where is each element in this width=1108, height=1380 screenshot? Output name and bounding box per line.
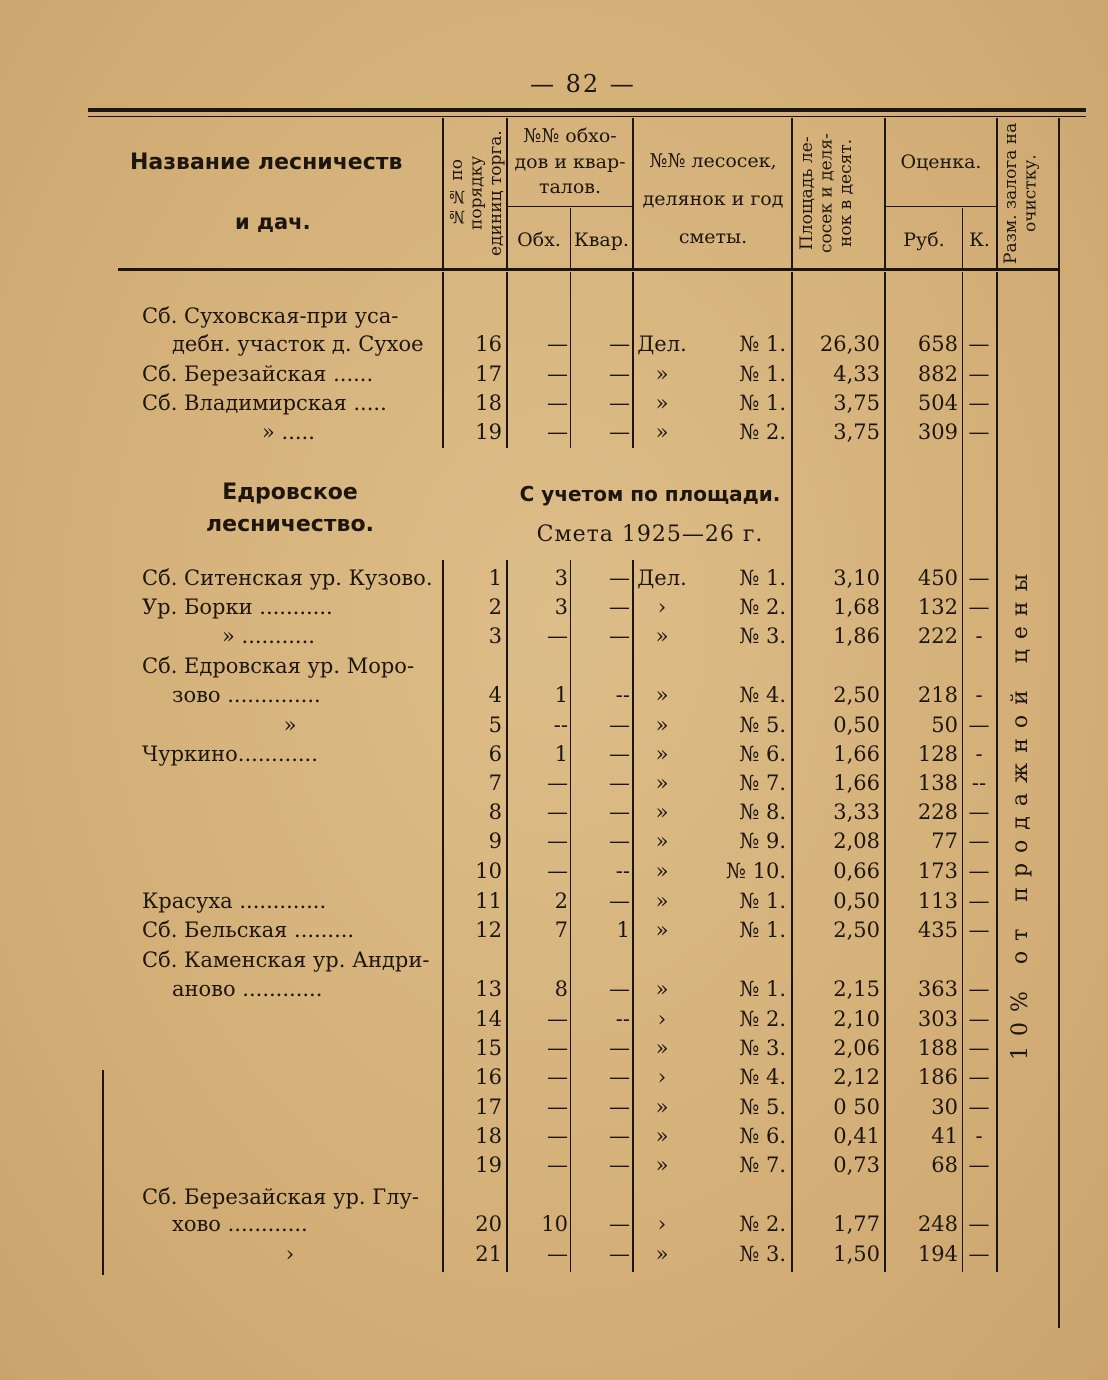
cell-obkh: —	[547, 1065, 568, 1089]
cell-obkh: —	[547, 1124, 568, 1148]
cell-kop: —	[968, 332, 990, 356]
cell-rub: 186	[917, 1065, 958, 1089]
cell-order: 10	[475, 859, 502, 883]
cell-order: 7	[488, 771, 502, 795]
cell-kvar: 1	[616, 918, 630, 942]
section-title-edrovo: Едровское	[222, 480, 358, 505]
cell-area: 2,08	[833, 829, 880, 853]
area-note: С учетом по площади.	[519, 482, 781, 506]
cell-area: 0,41	[833, 1124, 880, 1148]
cell-rub: 882	[917, 362, 958, 386]
cell-kvar: —	[609, 1095, 630, 1119]
cell-les1: ›	[657, 1007, 667, 1031]
cell-obkh: --	[553, 713, 568, 737]
header-divider	[996, 118, 998, 268]
cell-order: 18	[475, 1124, 502, 1148]
cell-order: 12	[475, 918, 502, 942]
header-name-line1: Название лесничеств	[130, 150, 403, 175]
cell-les1: »	[655, 1124, 669, 1148]
cell-kop: -	[975, 683, 983, 707]
cell-order: 17	[475, 362, 502, 386]
row-name: » .....	[262, 420, 315, 444]
cell-rub: 77	[931, 829, 958, 853]
cell-obkh: 3	[554, 595, 568, 619]
cell-area: 1,66	[833, 771, 880, 795]
cell-kop: —	[968, 391, 990, 415]
cell-obkh: —	[547, 771, 568, 795]
row-name: Сб. Каменская ур. Андри-	[142, 948, 430, 972]
cell-rub: 188	[917, 1036, 958, 1060]
cell-kvar: —	[609, 1212, 630, 1236]
cell-rub: 363	[917, 977, 958, 1001]
cell-kvar: —	[609, 391, 630, 415]
cell-area: 3,33	[833, 800, 880, 824]
cell-rub: 132	[917, 595, 958, 619]
header-subrule	[508, 206, 632, 207]
top-rule	[88, 108, 1086, 112]
cell-kop: —	[968, 1007, 990, 1031]
header-rub-sub: Руб.	[903, 229, 945, 251]
cell-obkh: —	[547, 391, 568, 415]
cell-rub: 450	[917, 566, 958, 590]
cell-order: 21	[475, 1242, 502, 1266]
cell-area: 1,77	[833, 1212, 880, 1236]
header-kvar-sub: Квар.	[574, 229, 629, 251]
header-obkhod-sub: Обх.	[517, 229, 561, 251]
cell-les2: № 3.	[739, 1242, 786, 1266]
cell-kop: —	[968, 829, 990, 853]
cell-obkh: —	[547, 1095, 568, 1119]
cell-area: 2,06	[833, 1036, 880, 1060]
cell-obkh: 10	[541, 1212, 568, 1236]
cell-les1: »	[655, 420, 669, 444]
deposit-note: 10% от продажной цены	[1008, 563, 1033, 1060]
cell-kop: —	[968, 859, 990, 883]
cell-obkh: 8	[554, 977, 568, 1001]
header-divider	[632, 118, 634, 268]
cell-obkh: —	[547, 1153, 568, 1177]
cell-kop: —	[968, 918, 990, 942]
cell-kop: —	[968, 1065, 990, 1089]
cell-obkh: —	[547, 1007, 568, 1031]
table-right-border	[1058, 118, 1060, 1328]
cell-area: 4,33	[833, 362, 880, 386]
cell-obkh: 2	[554, 889, 568, 913]
row-name: Красуха .............	[142, 889, 327, 913]
column-divider	[442, 272, 444, 448]
cell-kop: —	[968, 566, 990, 590]
cell-les1: ›	[657, 595, 667, 619]
cell-les2: № 1.	[739, 889, 786, 913]
cell-kvar: —	[609, 1065, 630, 1089]
cell-les2: № 5.	[739, 1095, 786, 1119]
row-name: Сб. Березайская ур. Глу-	[142, 1185, 419, 1209]
cell-kop: —	[968, 1242, 990, 1266]
cell-les1: »	[655, 391, 669, 415]
cell-les1: Дел.	[637, 566, 687, 590]
section-title-edrovo-2: лесничество.	[206, 512, 374, 537]
row-name: зово ..............	[172, 683, 321, 707]
cell-order: 16	[475, 332, 502, 356]
cell-rub: 303	[917, 1007, 958, 1031]
cell-les1: »	[655, 1242, 669, 1266]
row-name: Сб. Бельская .........	[142, 918, 355, 942]
cell-area: 2,50	[833, 918, 880, 942]
cell-kvar: --	[615, 859, 630, 883]
cell-order: 11	[475, 889, 502, 913]
cell-area: 2,15	[833, 977, 880, 1001]
cell-les1: »	[655, 800, 669, 824]
cell-rub: 68	[931, 1153, 958, 1177]
row-name: Сб. Березайская ......	[142, 362, 374, 386]
cell-kvar: —	[609, 800, 630, 824]
column-divider	[632, 272, 634, 448]
column-divider	[506, 272, 508, 448]
cell-les2: № 1.	[739, 391, 786, 415]
column-divider	[506, 560, 508, 1272]
cell-kvar: —	[609, 977, 630, 1001]
column-divider	[570, 272, 571, 448]
cell-kop: —	[968, 1095, 990, 1119]
cell-area: 0 50	[833, 1095, 880, 1119]
cell-obkh: 1	[554, 683, 568, 707]
cell-les2: № 2.	[739, 1007, 786, 1031]
cell-area: 1,86	[833, 624, 880, 648]
cell-kop: —	[968, 362, 990, 386]
cell-area: 2,12	[833, 1065, 880, 1089]
cell-order: 19	[475, 420, 502, 444]
cell-area: 2,10	[833, 1007, 880, 1031]
cell-kop: --	[971, 771, 987, 795]
cell-order: 4	[488, 683, 502, 707]
cell-kvar: —	[609, 1242, 630, 1266]
row-name: »	[283, 713, 297, 737]
cell-kop: —	[968, 595, 990, 619]
cell-kvar: —	[609, 362, 630, 386]
row-name: Сб. Суховская-при уса-	[142, 304, 399, 328]
cell-obkh: 7	[554, 918, 568, 942]
cell-obkh: —	[547, 624, 568, 648]
cell-order: 15	[475, 1036, 502, 1060]
cell-les2: № 4.	[739, 1065, 786, 1089]
cell-order: 3	[488, 624, 502, 648]
header-area-column: Площадь ле- сосек и деля- нок в десят.	[797, 133, 857, 253]
row-name: Сб. Ситенская ур. Кузово.	[142, 566, 433, 590]
cell-area: 3,75	[833, 420, 880, 444]
cell-kvar: --	[615, 1007, 630, 1031]
left-margin-line	[102, 1070, 104, 1275]
cell-obkh: —	[547, 332, 568, 356]
cell-order: 2	[488, 595, 502, 619]
cell-order: 17	[475, 1095, 502, 1119]
cell-area: 1,66	[833, 742, 880, 766]
cell-order: 20	[475, 1212, 502, 1236]
column-divider	[962, 272, 963, 1272]
cell-les2: № 2.	[739, 420, 786, 444]
page-number: — 82 —	[530, 70, 636, 98]
cell-les1: »	[655, 362, 669, 386]
cell-obkh: 1	[554, 742, 568, 766]
cell-les1: »	[655, 713, 669, 737]
row-name: Сб. Владимирская .....	[142, 391, 387, 415]
cell-les1: »	[655, 1153, 669, 1177]
cell-les1: Дел.	[637, 332, 687, 356]
cell-area: 2,50	[833, 683, 880, 707]
cell-obkh: —	[547, 829, 568, 853]
cell-kop: -	[975, 742, 983, 766]
column-divider	[442, 560, 444, 1272]
cell-les1: »	[655, 683, 669, 707]
header-name-line2: и дач.	[235, 210, 311, 234]
cell-kvar: —	[609, 624, 630, 648]
header-divider	[442, 118, 444, 268]
column-divider	[996, 272, 998, 1272]
column-divider	[570, 560, 571, 1272]
cell-kop: -	[975, 1124, 983, 1148]
row-name: аново ............	[172, 977, 323, 1001]
cell-les2: № 1.	[739, 977, 786, 1001]
cell-area: 1,68	[833, 595, 880, 619]
row-name: Ур. Борки ...........	[142, 595, 333, 619]
cell-les1: »	[655, 889, 669, 913]
cell-area: 0,66	[833, 859, 880, 883]
cell-area: 0,50	[833, 889, 880, 913]
cell-order: 6	[488, 742, 502, 766]
cell-les2: № 1.	[739, 566, 786, 590]
cell-les1: »	[655, 624, 669, 648]
cell-area: 1,50	[833, 1242, 880, 1266]
header-ocenka-column: Оценка.	[900, 151, 982, 173]
cell-order: 19	[475, 1153, 502, 1177]
cell-obkh: —	[547, 1036, 568, 1060]
row-name: ›	[285, 1242, 295, 1266]
cell-les1: »	[655, 977, 669, 1001]
row-name: Чуркино............	[142, 742, 318, 766]
row-name: Сб. Едровская ур. Моро-	[142, 654, 415, 678]
cell-rub: 658	[917, 332, 958, 356]
column-divider	[632, 560, 634, 1272]
cell-order: 1	[488, 566, 502, 590]
header-lesosek-column: №№ лесосек, делянок и год сметы.	[642, 150, 784, 248]
cell-rub: 248	[917, 1212, 958, 1236]
cell-les2: № 9.	[739, 829, 786, 853]
cell-area: 26,30	[819, 332, 880, 356]
cell-les2: № 3.	[739, 624, 786, 648]
cell-rub: 309	[917, 420, 958, 444]
cell-les1: »	[655, 829, 669, 853]
cell-les1: »	[655, 1095, 669, 1119]
cell-order: 13	[475, 977, 502, 1001]
header-obkhod-column: №№ обхо- дов и квар- талов.	[514, 125, 626, 199]
cell-area: 3,75	[833, 391, 880, 415]
row-name: хово ............	[172, 1212, 308, 1236]
cell-area: 3,10	[833, 566, 880, 590]
cell-les2: № 6.	[739, 1124, 786, 1148]
cell-rub: 30	[931, 1095, 958, 1119]
cell-obkh: —	[547, 800, 568, 824]
cell-rub: 41	[931, 1124, 958, 1148]
cell-les2: № 10.	[726, 859, 786, 883]
cell-obkh: —	[547, 362, 568, 386]
cell-rub: 113	[917, 889, 958, 913]
cell-kvar: --	[615, 683, 630, 707]
cell-les2: № 4.	[739, 683, 786, 707]
cell-order: 16	[475, 1065, 502, 1089]
header-bottom-rule	[118, 268, 1058, 271]
cell-les2: № 1.	[739, 332, 786, 356]
header-zalog-column: Разм. залога на очистку.	[1001, 122, 1041, 264]
cell-kvar: —	[609, 889, 630, 913]
header-divider	[791, 118, 793, 268]
cell-les2: № 3.	[739, 1036, 786, 1060]
cell-rub: 504	[917, 391, 958, 415]
cell-kop: —	[968, 1036, 990, 1060]
cell-les2: № 8.	[739, 800, 786, 824]
row-name: » ...........	[222, 624, 315, 648]
cell-area: 0,73	[833, 1153, 880, 1177]
cell-rub: 435	[917, 918, 958, 942]
cell-kvar: —	[609, 1036, 630, 1060]
cell-kop: —	[968, 800, 990, 824]
cell-les2: № 1.	[739, 918, 786, 942]
cell-rub: 218	[917, 683, 958, 707]
cell-les1: »	[655, 771, 669, 795]
cell-kvar: —	[609, 829, 630, 853]
cell-les1: »	[655, 859, 669, 883]
header-order-column: №№ по порядку единиц торга.	[447, 130, 507, 256]
cell-order: 14	[475, 1007, 502, 1031]
cell-kvar: —	[609, 332, 630, 356]
cell-rub: 228	[917, 800, 958, 824]
cell-kvar: —	[609, 1153, 630, 1177]
cell-rub: 128	[917, 742, 958, 766]
cell-kop: —	[968, 713, 990, 737]
cell-kvar: —	[609, 742, 630, 766]
cell-obkh: 3	[554, 566, 568, 590]
cell-kvar: —	[609, 566, 630, 590]
cell-kop: —	[968, 977, 990, 1001]
cell-rub: 222	[917, 624, 958, 648]
cell-obkh: —	[547, 859, 568, 883]
cell-rub: 138	[917, 771, 958, 795]
cell-obkh: —	[547, 1242, 568, 1266]
cell-obkh: —	[547, 420, 568, 444]
cell-order: 18	[475, 391, 502, 415]
header-kop-sub: К.	[969, 229, 990, 251]
cell-kop: —	[968, 1153, 990, 1177]
cell-les1: »	[655, 742, 669, 766]
cell-les2: № 7.	[739, 771, 786, 795]
cell-les2: № 7.	[739, 1153, 786, 1177]
cell-kop: —	[968, 1212, 990, 1236]
cell-kop: —	[968, 889, 990, 913]
cell-rub: 194	[917, 1242, 958, 1266]
header-subrule	[886, 206, 996, 207]
cell-order: 9	[488, 829, 502, 853]
cell-les2: № 1.	[739, 362, 786, 386]
smeta-note: Смета 1925—26 г.	[536, 522, 764, 547]
cell-les2: № 6.	[739, 742, 786, 766]
row-name: дебн. участок д. Сухое	[172, 332, 424, 356]
cell-rub: 173	[917, 859, 958, 883]
cell-les1: »	[655, 1036, 669, 1060]
cell-kvar: —	[609, 1124, 630, 1148]
cell-kvar: —	[609, 420, 630, 444]
cell-kvar: —	[609, 713, 630, 737]
cell-kop: —	[968, 420, 990, 444]
cell-order: 8	[488, 800, 502, 824]
top-rule-thin	[88, 116, 1086, 117]
cell-rub: 50	[931, 713, 958, 737]
cell-les1: ›	[657, 1065, 667, 1089]
cell-les2: № 2.	[739, 595, 786, 619]
cell-les1: ›	[657, 1212, 667, 1236]
column-divider	[791, 272, 793, 1272]
cell-order: 5	[488, 713, 502, 737]
cell-les1: »	[655, 918, 669, 942]
cell-kvar: —	[609, 771, 630, 795]
cell-les2: № 5.	[739, 713, 786, 737]
cell-kop: -	[975, 624, 983, 648]
cell-les2: № 2.	[739, 1212, 786, 1236]
cell-kvar: —	[609, 595, 630, 619]
cell-area: 0,50	[833, 713, 880, 737]
